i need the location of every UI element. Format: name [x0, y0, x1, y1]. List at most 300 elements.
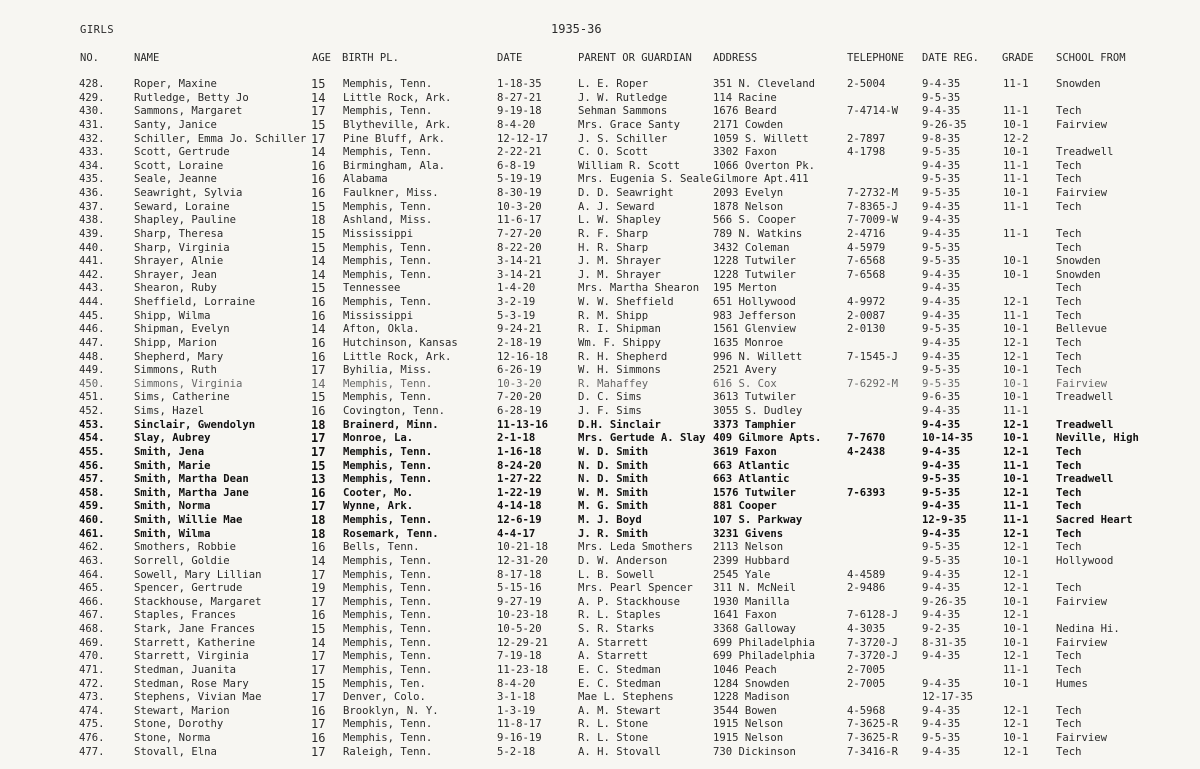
birth-place: Mississippi — [343, 227, 414, 240]
student-name: Sheffield, Lorraine — [134, 296, 256, 308]
row-number: 444. — [79, 296, 105, 308]
student-age: 17 — [311, 104, 326, 119]
student-name: Shapley, Pauline — [134, 214, 237, 227]
table-row — [0, 732, 1200, 746]
date-registered: 9-5-35 — [922, 732, 961, 744]
student-name: Sinclair, Gwendolyn — [134, 418, 256, 431]
student-age: 17 — [311, 131, 326, 146]
address: 699 Philadelphia — [713, 636, 816, 649]
student-age: 16 — [311, 172, 326, 187]
row-number: 450. — [79, 377, 105, 390]
student-name: Sims, Catherine — [134, 391, 230, 404]
student-age: 15 — [311, 240, 326, 255]
grade: 12-1 — [1003, 568, 1029, 581]
row-number: 443. — [79, 282, 105, 295]
student-name: Seale, Jeanne — [134, 173, 217, 186]
row-number: 459. — [79, 500, 105, 513]
birth-place: Memphis, Tenn. — [343, 554, 433, 567]
row-number: 473. — [79, 691, 105, 704]
school-from: Tech — [1056, 159, 1082, 172]
parent-guardian: William R. Scott — [578, 159, 681, 172]
birth-date: 1-27-22 — [497, 473, 542, 486]
birth-date: 2-1-18 — [497, 432, 536, 445]
school-from: Treadwell — [1056, 418, 1114, 431]
parent-guardian: A. Starrett — [578, 650, 649, 663]
table-row — [0, 705, 1200, 719]
birth-date: 6-26-19 — [497, 364, 542, 377]
telephone: 4-3035 — [847, 623, 886, 635]
school-from: Tech — [1056, 718, 1082, 731]
address: 2093 Evelyn — [713, 187, 784, 199]
telephone: 7-4714-W — [847, 105, 899, 118]
school-from: Tech — [1056, 282, 1082, 295]
address: 1676 Beard — [713, 105, 777, 118]
student-name: Smith, Wilma — [134, 527, 211, 540]
parent-guardian: R. I. Shipman — [578, 323, 661, 336]
table-row — [0, 364, 1200, 378]
grade: 10-1 — [1003, 377, 1029, 390]
telephone: 4-9972 — [847, 296, 886, 308]
birth-date: 12-6-19 — [497, 514, 542, 526]
student-age: 17 — [311, 594, 326, 609]
address: 3231 Givens — [713, 527, 784, 540]
date-registered: 9-2-35 — [922, 623, 961, 635]
birth-place: Tennessee — [343, 282, 401, 295]
row-number: 477. — [79, 745, 105, 758]
school-from: Fairview — [1056, 377, 1108, 390]
birth-place: Memphis, Tenn. — [343, 78, 433, 90]
address: 566 S. Cooper — [713, 214, 796, 227]
date-registered: 9-26-35 — [922, 118, 967, 131]
address: 195 Merton — [713, 282, 777, 295]
parent-guardian: L. B. Sowell — [578, 568, 655, 581]
student-age: 14 — [311, 376, 326, 391]
grade: 12-1 — [1003, 609, 1029, 622]
school-from: Tech — [1056, 650, 1082, 663]
telephone: 4-5968 — [847, 704, 886, 717]
parent-guardian: N. D. Smith — [578, 459, 649, 472]
student-name: Sowell, Mary Lillian — [134, 568, 262, 581]
row-number: 466. — [79, 595, 105, 608]
student-age: 14 — [311, 635, 326, 650]
student-age: 16 — [311, 349, 326, 364]
parent-guardian: Mrs. Grace Santy — [578, 118, 681, 131]
table-row — [0, 160, 1200, 174]
grade: 12-2 — [1003, 132, 1029, 145]
date-registered: 9-5-35 — [922, 241, 961, 254]
table-row — [0, 296, 1200, 310]
row-number: 475. — [79, 718, 105, 731]
parent-guardian: Mrs. Leda Smothers — [578, 541, 693, 554]
row-number: 453. — [79, 418, 105, 431]
birth-date: 10-5-20 — [497, 623, 542, 635]
student-name: Sims, Hazel — [134, 405, 205, 417]
table-row — [0, 746, 1200, 760]
birth-date: 12-31-20 — [497, 554, 549, 567]
birth-place: Rosemark, Tenn. — [343, 527, 439, 540]
student-age: 19 — [311, 581, 326, 596]
student-age: 17 — [311, 717, 326, 732]
table-row — [0, 133, 1200, 147]
school-from: Fairview — [1056, 118, 1108, 131]
table-row — [0, 78, 1200, 92]
student-name: Santy, Janice — [134, 118, 217, 131]
student-age: 17 — [311, 744, 326, 759]
grade: 10-1 — [1003, 677, 1029, 690]
address: 409 Gilmore Apts. — [713, 432, 822, 445]
address: 3544 Bowen — [713, 704, 777, 717]
school-from: Snowden — [1056, 268, 1101, 281]
parent-guardian: Mae L. Stephens — [578, 691, 674, 704]
grade: 10-1 — [1003, 268, 1029, 281]
student-age: 15 — [311, 622, 326, 636]
telephone: 2-0087 — [847, 309, 886, 322]
grade: 12-1 — [1003, 582, 1029, 595]
parent-guardian: R. H. Shepherd — [578, 350, 668, 363]
date-registered: 9-4-35 — [922, 350, 961, 363]
telephone: 2-7005 — [847, 663, 886, 676]
date-registered: 9-5-35 — [922, 377, 961, 390]
parent-guardian: A. P. Stackhouse — [578, 595, 681, 608]
student-age: 18 — [311, 526, 326, 541]
table-row — [0, 92, 1200, 106]
parent-guardian: H. R. Sharp — [578, 241, 649, 254]
date-registered: 9-5-35 — [922, 364, 961, 377]
row-number: 474. — [79, 704, 105, 717]
birth-date: 3-1-18 — [497, 691, 536, 704]
grade: 12-1 — [1003, 445, 1029, 458]
birth-date: 8-22-20 — [497, 241, 542, 254]
student-age: 17 — [311, 499, 326, 514]
birth-place: Memphis, Tenn. — [343, 609, 433, 622]
row-number: 454. — [79, 432, 105, 445]
birth-place: Memphis, Tenn. — [343, 623, 433, 635]
birth-date: 8-24-20 — [497, 459, 542, 472]
student-name: Smith, Willie Mae — [134, 514, 243, 526]
date-registered: 9-4-35 — [922, 105, 961, 118]
address: 1576 Tutwiler — [713, 486, 796, 499]
row-number: 436. — [79, 187, 105, 199]
parent-guardian: Mrs. Gertude A. Slay — [578, 432, 706, 445]
row-number: 442. — [79, 268, 105, 281]
telephone: 7-3625-R — [847, 732, 899, 744]
birth-date: 7-27-20 — [497, 227, 542, 240]
address: 351 N. Cleveland — [713, 78, 816, 90]
parent-guardian: L. E. Roper — [578, 78, 649, 90]
date-registered: 9-4-35 — [922, 745, 961, 758]
birth-date: 7-20-20 — [497, 391, 542, 404]
address: 2399 Hubbard — [713, 554, 790, 567]
birth-date: 11-8-17 — [497, 718, 542, 731]
table-row — [0, 282, 1200, 296]
table-row — [0, 473, 1200, 487]
table-row — [0, 419, 1200, 433]
grade: 10-1 — [1003, 595, 1029, 608]
student-name: Smith, Marie — [134, 459, 211, 472]
row-number: 438. — [79, 214, 105, 227]
telephone: 7-2732-M — [847, 187, 899, 199]
student-age: 17 — [311, 649, 326, 664]
school-from: Tech — [1056, 582, 1082, 595]
student-age: 16 — [311, 295, 326, 309]
row-number: 464. — [79, 568, 105, 581]
address: 3619 Faxon — [713, 445, 777, 458]
parent-guardian: M. J. Boyd — [578, 514, 642, 526]
date-registered: 9-5-35 — [922, 541, 961, 554]
row-number: 440. — [79, 241, 105, 254]
address: 3432 Coleman — [713, 241, 790, 254]
birth-date: 2-22-21 — [497, 146, 542, 159]
student-rows — [0, 78, 1200, 759]
birth-place: Memphis, Tenn. — [343, 459, 433, 472]
student-age: 15 — [311, 77, 326, 91]
date-registered: 9-4-35 — [922, 445, 961, 458]
telephone: 7-7670 — [847, 432, 886, 445]
address: 3373 Tamphier — [713, 418, 796, 431]
birth-date: 8-4-20 — [497, 677, 536, 690]
student-age: 14 — [311, 267, 326, 282]
grade: 10-1 — [1003, 432, 1029, 445]
row-number: 471. — [79, 663, 105, 676]
school-from: Sacred Heart — [1056, 514, 1133, 526]
parent-guardian: J. M. Shrayer — [578, 255, 661, 268]
school-from: Tech — [1056, 227, 1082, 240]
birth-place: Memphis, Tenn. — [343, 146, 433, 159]
school-from: Tech — [1056, 704, 1082, 717]
table-row — [0, 214, 1200, 228]
school-from: Treadwell — [1056, 473, 1114, 486]
table-row — [0, 541, 1200, 555]
date-registered: 9-26-35 — [922, 595, 967, 608]
table-row — [0, 405, 1200, 419]
address: 663 Atlantic — [713, 459, 790, 472]
birth-date: 10-3-20 — [497, 200, 542, 213]
student-name: Starrett, Virginia — [134, 650, 249, 663]
address: 1059 S. Willett — [713, 132, 809, 145]
table-row — [0, 623, 1200, 637]
school-from: Tech — [1056, 541, 1082, 554]
student-name: Smith, Martha Jane — [134, 486, 249, 499]
grade: 10-1 — [1003, 554, 1029, 567]
date-registered: 9-4-35 — [922, 159, 961, 172]
parent-guardian: S. R. Starks — [578, 623, 655, 635]
header-name: NAME — [134, 52, 160, 64]
date-registered: 9-8-35 — [922, 132, 961, 145]
row-number: 458. — [79, 486, 105, 499]
row-number: 447. — [79, 336, 105, 349]
address: 1641 Faxon — [713, 609, 777, 622]
address: 1066 Overton Pk. — [713, 159, 816, 172]
school-from: Bellevue — [1056, 323, 1108, 336]
date-registered: 9-4-35 — [922, 336, 961, 349]
student-name: Sharp, Theresa — [134, 227, 224, 240]
birth-place: Afton, Okla. — [343, 323, 420, 336]
parent-guardian: J. W. Rutledge — [578, 91, 668, 104]
birth-place: Little Rock, Ark. — [343, 91, 452, 104]
birth-date: 7-19-18 — [497, 650, 542, 663]
student-name: Sorrell, Goldie — [134, 554, 230, 567]
student-age: 16 — [311, 158, 326, 173]
student-name: Stephens, Vivian Mae — [134, 691, 262, 704]
header-date-reg: DATE REG. — [922, 52, 979, 64]
parent-guardian: R. L. Staples — [578, 609, 661, 622]
parent-guardian: A. M. Stewart — [578, 704, 661, 717]
telephone: 7-6393 — [847, 486, 886, 499]
table-row — [0, 228, 1200, 242]
school-from: Fairview — [1056, 187, 1108, 199]
student-age: 15 — [311, 281, 326, 296]
address: 1228 Tutwiler — [713, 268, 796, 281]
student-age: 14 — [311, 254, 326, 269]
row-number: 433. — [79, 146, 105, 159]
school-from: Tech — [1056, 309, 1082, 322]
school-from: Fairview — [1056, 595, 1108, 608]
birth-date: 11-6-17 — [497, 214, 542, 227]
birth-date: 6-8-19 — [497, 159, 536, 172]
header-school-from: SCHOOL FROM — [1056, 52, 1126, 64]
table-row — [0, 555, 1200, 569]
row-number: 448. — [79, 350, 105, 363]
section-label: GIRLS — [80, 24, 115, 36]
grade: 12-1 — [1003, 527, 1029, 540]
table-row — [0, 650, 1200, 664]
table-row — [0, 664, 1200, 678]
row-number: 462. — [79, 541, 105, 554]
birth-place: Denver, Colo. — [343, 691, 426, 704]
row-number: 430. — [79, 105, 105, 118]
grade: 11-1 — [1003, 459, 1029, 472]
date-registered: 9-4-35 — [922, 405, 961, 417]
birth-place: Memphis, Tenn. — [343, 663, 433, 676]
school-from: Tech — [1056, 173, 1082, 186]
birth-place: Memphis, Tenn. — [343, 732, 433, 744]
school-from: Snowden — [1056, 78, 1101, 90]
column-header-row — [0, 52, 1200, 66]
school-from: Tech — [1056, 663, 1082, 676]
table-row — [0, 514, 1200, 528]
table-row — [0, 569, 1200, 583]
telephone: 7-8365-J — [847, 200, 899, 213]
student-name: Stackhouse, Margaret — [134, 595, 262, 608]
date-registered: 9-5-35 — [922, 146, 961, 159]
table-row — [0, 582, 1200, 596]
date-registered: 8-31-35 — [922, 636, 967, 649]
school-from: Tech — [1056, 336, 1082, 349]
address: 663 Atlantic — [713, 473, 790, 486]
date-registered: 9-4-35 — [922, 268, 961, 281]
school-from: Tech — [1056, 200, 1082, 213]
student-age: 13 — [311, 472, 326, 487]
address: 1915 Nelson — [713, 732, 784, 744]
table-row — [0, 255, 1200, 269]
parent-guardian: A. H. Stovall — [578, 745, 661, 758]
date-registered: 9-4-35 — [922, 282, 961, 295]
date-registered: 9-4-35 — [922, 309, 961, 322]
table-row — [0, 187, 1200, 201]
telephone: 7-6568 — [847, 255, 886, 268]
telephone: 7-6292-M — [847, 377, 899, 390]
grade: 11-1 — [1003, 227, 1029, 240]
student-name: Shipp, Wilma — [134, 309, 211, 322]
row-number: 441. — [79, 255, 105, 268]
birth-date: 3-14-21 — [497, 268, 542, 281]
grade: 11-1 — [1003, 405, 1029, 417]
student-age: 16 — [311, 608, 326, 623]
table-row — [0, 528, 1200, 542]
birth-place: Memphis, Tenn. — [343, 650, 433, 663]
telephone: 4-4589 — [847, 568, 886, 581]
row-number: 469. — [79, 636, 105, 649]
telephone: 7-6128-J — [847, 609, 899, 622]
row-number: 455. — [79, 445, 105, 458]
parent-guardian: L. W. Shapley — [578, 214, 661, 227]
telephone: 2-9486 — [847, 582, 886, 595]
date-registered: 9-4-35 — [922, 418, 961, 431]
school-from: Tech — [1056, 527, 1082, 540]
student-age: 14 — [311, 322, 326, 337]
date-registered: 9-5-35 — [922, 187, 961, 199]
birth-place: Memphis, Tenn. — [343, 445, 433, 458]
date-registered: 9-6-35 — [922, 391, 961, 404]
telephone: 7-3720-J — [847, 650, 899, 663]
parent-guardian: A. Starrett — [578, 636, 649, 649]
parent-guardian: R. F. Sharp — [578, 227, 649, 240]
grade: 11-1 — [1003, 309, 1029, 322]
row-number: 445. — [79, 309, 105, 322]
row-number: 460. — [79, 514, 105, 526]
student-name: Stedman, Juanita — [134, 663, 237, 676]
address: Gilmore Apt.411 — [713, 173, 809, 186]
date-registered: 9-4-35 — [922, 568, 961, 581]
birth-place: Blytheville, Ark. — [343, 118, 452, 131]
birth-date: 12-12-17 — [497, 132, 549, 145]
date-registered: 9-4-35 — [922, 459, 961, 472]
row-number: 449. — [79, 364, 105, 377]
parent-guardian: J. R. Smith — [578, 527, 649, 540]
student-age: 16 — [311, 186, 326, 200]
parent-guardian: R. L. Stone — [578, 718, 649, 731]
student-age: 15 — [311, 676, 326, 691]
telephone: 7-3720-J — [847, 636, 899, 649]
table-row — [0, 337, 1200, 351]
table-row — [0, 201, 1200, 215]
parent-guardian: D.H. Sinclair — [578, 418, 661, 431]
grade: 12-1 — [1003, 745, 1029, 758]
birth-place: Memphis, Tenn. — [343, 391, 433, 404]
row-number: 463. — [79, 554, 105, 567]
telephone: 7-3416-R — [847, 745, 899, 758]
student-name: Shipman, Evelyn — [134, 323, 230, 336]
parent-guardian: D. W. Anderson — [578, 554, 668, 567]
address: 996 N. Willett — [713, 350, 803, 363]
grade: 12-1 — [1003, 350, 1029, 363]
birth-date: 2-18-19 — [497, 336, 542, 349]
table-row — [0, 609, 1200, 623]
address: 1635 Monroe — [713, 336, 784, 349]
row-number: 472. — [79, 677, 105, 690]
student-name: Slay, Aubrey — [134, 432, 211, 445]
row-number: 467. — [79, 609, 105, 622]
table-row — [0, 242, 1200, 256]
row-number: 456. — [79, 459, 105, 472]
student-age: 17 — [311, 567, 326, 582]
birth-date: 1-3-19 — [497, 704, 536, 717]
birth-place: Memphis, Tenn. — [343, 568, 433, 581]
birth-date: 8-30-19 — [497, 187, 542, 199]
student-age: 18 — [311, 513, 326, 527]
table-row — [0, 432, 1200, 446]
table-row — [0, 119, 1200, 133]
